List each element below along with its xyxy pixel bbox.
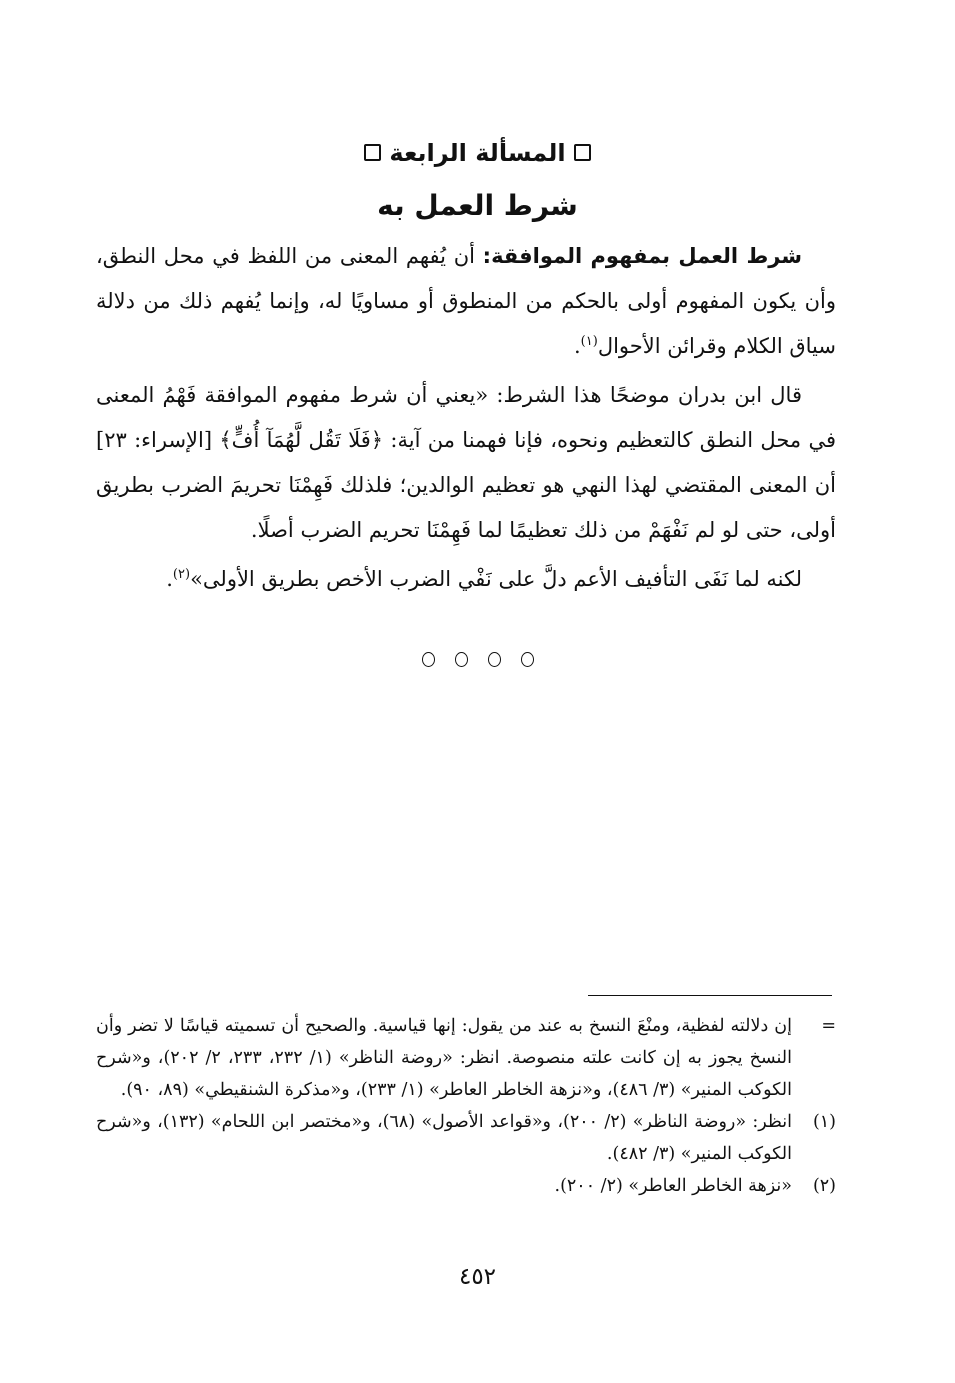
footnote-ref-1: (١): [580, 334, 598, 349]
section-divider: [0, 652, 955, 667]
section-label-text: المسألة الرابعة: [389, 139, 566, 167]
ring-ornament-icon: [521, 652, 534, 667]
footnote-marker: (١): [812, 1112, 836, 1132]
paragraph-1: [96, 234, 836, 369]
paragraph-3-end: .: [166, 567, 173, 591]
footnote-1: [96, 1106, 836, 1170]
ring-ornament-icon: [422, 652, 435, 667]
paragraph-2: قال ابن بدران موضحًا هذا الشرط: «يعني أن شرط مفهوم الموافقة فَهْمُ المعنى في محل النطق كالتعظيم ونحوه، فإنا فهمنا من آية: ﴿فَلَا تَقُل لَّهُمَآ أُفٍّ﴾ [الإسراء: ٢٣] أن المعنى المقتضي لهذا النهي هو تعظيم الوالدين؛ فلذلك فَهِمْنَا تحريمَ الضرب بطريق أولى، حتى لو لم نَفْهَمْ من ذلك تعظيمًا لما فَهِمْنَا تحريم الضرب أصلًا.: [96, 383, 836, 542]
paragraph-1-end: .: [573, 334, 581, 358]
ring-ornament-icon: [455, 652, 468, 667]
footnote-marker: (٢): [812, 1176, 836, 1196]
body-text: [96, 234, 836, 602]
footnote-text: انظر: «روضة الناظر» (٢/ ٢٠٠)، و«قواعد الأصول» (٦٨)، و«مختصر ابن اللحام» (١٣٢)، و«شرح الكوكب المنير» (٣/ ٤٨٢).: [96, 1112, 793, 1164]
paragraph-3-text: لكنه لما نَفَى التأفيف الأعم دلَّ على نَفْي الضرب الأخص بطريق الأولى»: [190, 567, 802, 591]
footnote-separator: [588, 995, 832, 996]
footnote-2: [96, 1170, 836, 1202]
section-label: [0, 136, 955, 170]
paragraph-3: [96, 557, 836, 602]
ring-ornament-icon: [488, 652, 501, 667]
page-title: شرط العمل به: [377, 189, 578, 222]
page-number: ٤٥٢: [458, 1264, 497, 1290]
footnote-ref-2: (٢): [172, 567, 191, 582]
paragraph-1-text: أن يُفهم المعنى من اللفظ في محل النطق، وأن يكون المفهوم أولى بالحكم من المنطوق أو مساويًا له، وإنما يُفهم ذلك من دلالة سياق الكلام وقرائن الأحوال: [96, 244, 836, 358]
square-bullet-icon: [574, 144, 591, 161]
footnote-marker: =: [821, 1016, 836, 1036]
footnote-continued: [96, 1010, 836, 1106]
footnote-text: إن دلالته لفظية، ومنْعَ النسخ به عند من يقول: إنها قياسية. والصحيح أن تسميته قياسًا لا تضر وأن النسخ يجوز به إن كانت علته منصوصة. انظر: «روضة الناظر» (١/ ٢٣٢، ٢٣٣، ٢/ ٢٠٢)، و«شرح الكوكب المنير» (٣/ ٤٨٦)، و«نزهة الخاطر العاطر» (١/ ٢٣٣)، و«مذكرة الشنقيطي» (٨٩، ٩٠).: [96, 1016, 792, 1100]
footnotes: [96, 1010, 836, 1202]
footnote-text: «نزهة الخاطر العاطر» (٢/ ٢٠٠).: [554, 1176, 792, 1196]
paragraph-1-lead: شرط العمل بمفهوم الموافقة:: [482, 244, 802, 268]
square-bullet-icon: [364, 144, 381, 161]
